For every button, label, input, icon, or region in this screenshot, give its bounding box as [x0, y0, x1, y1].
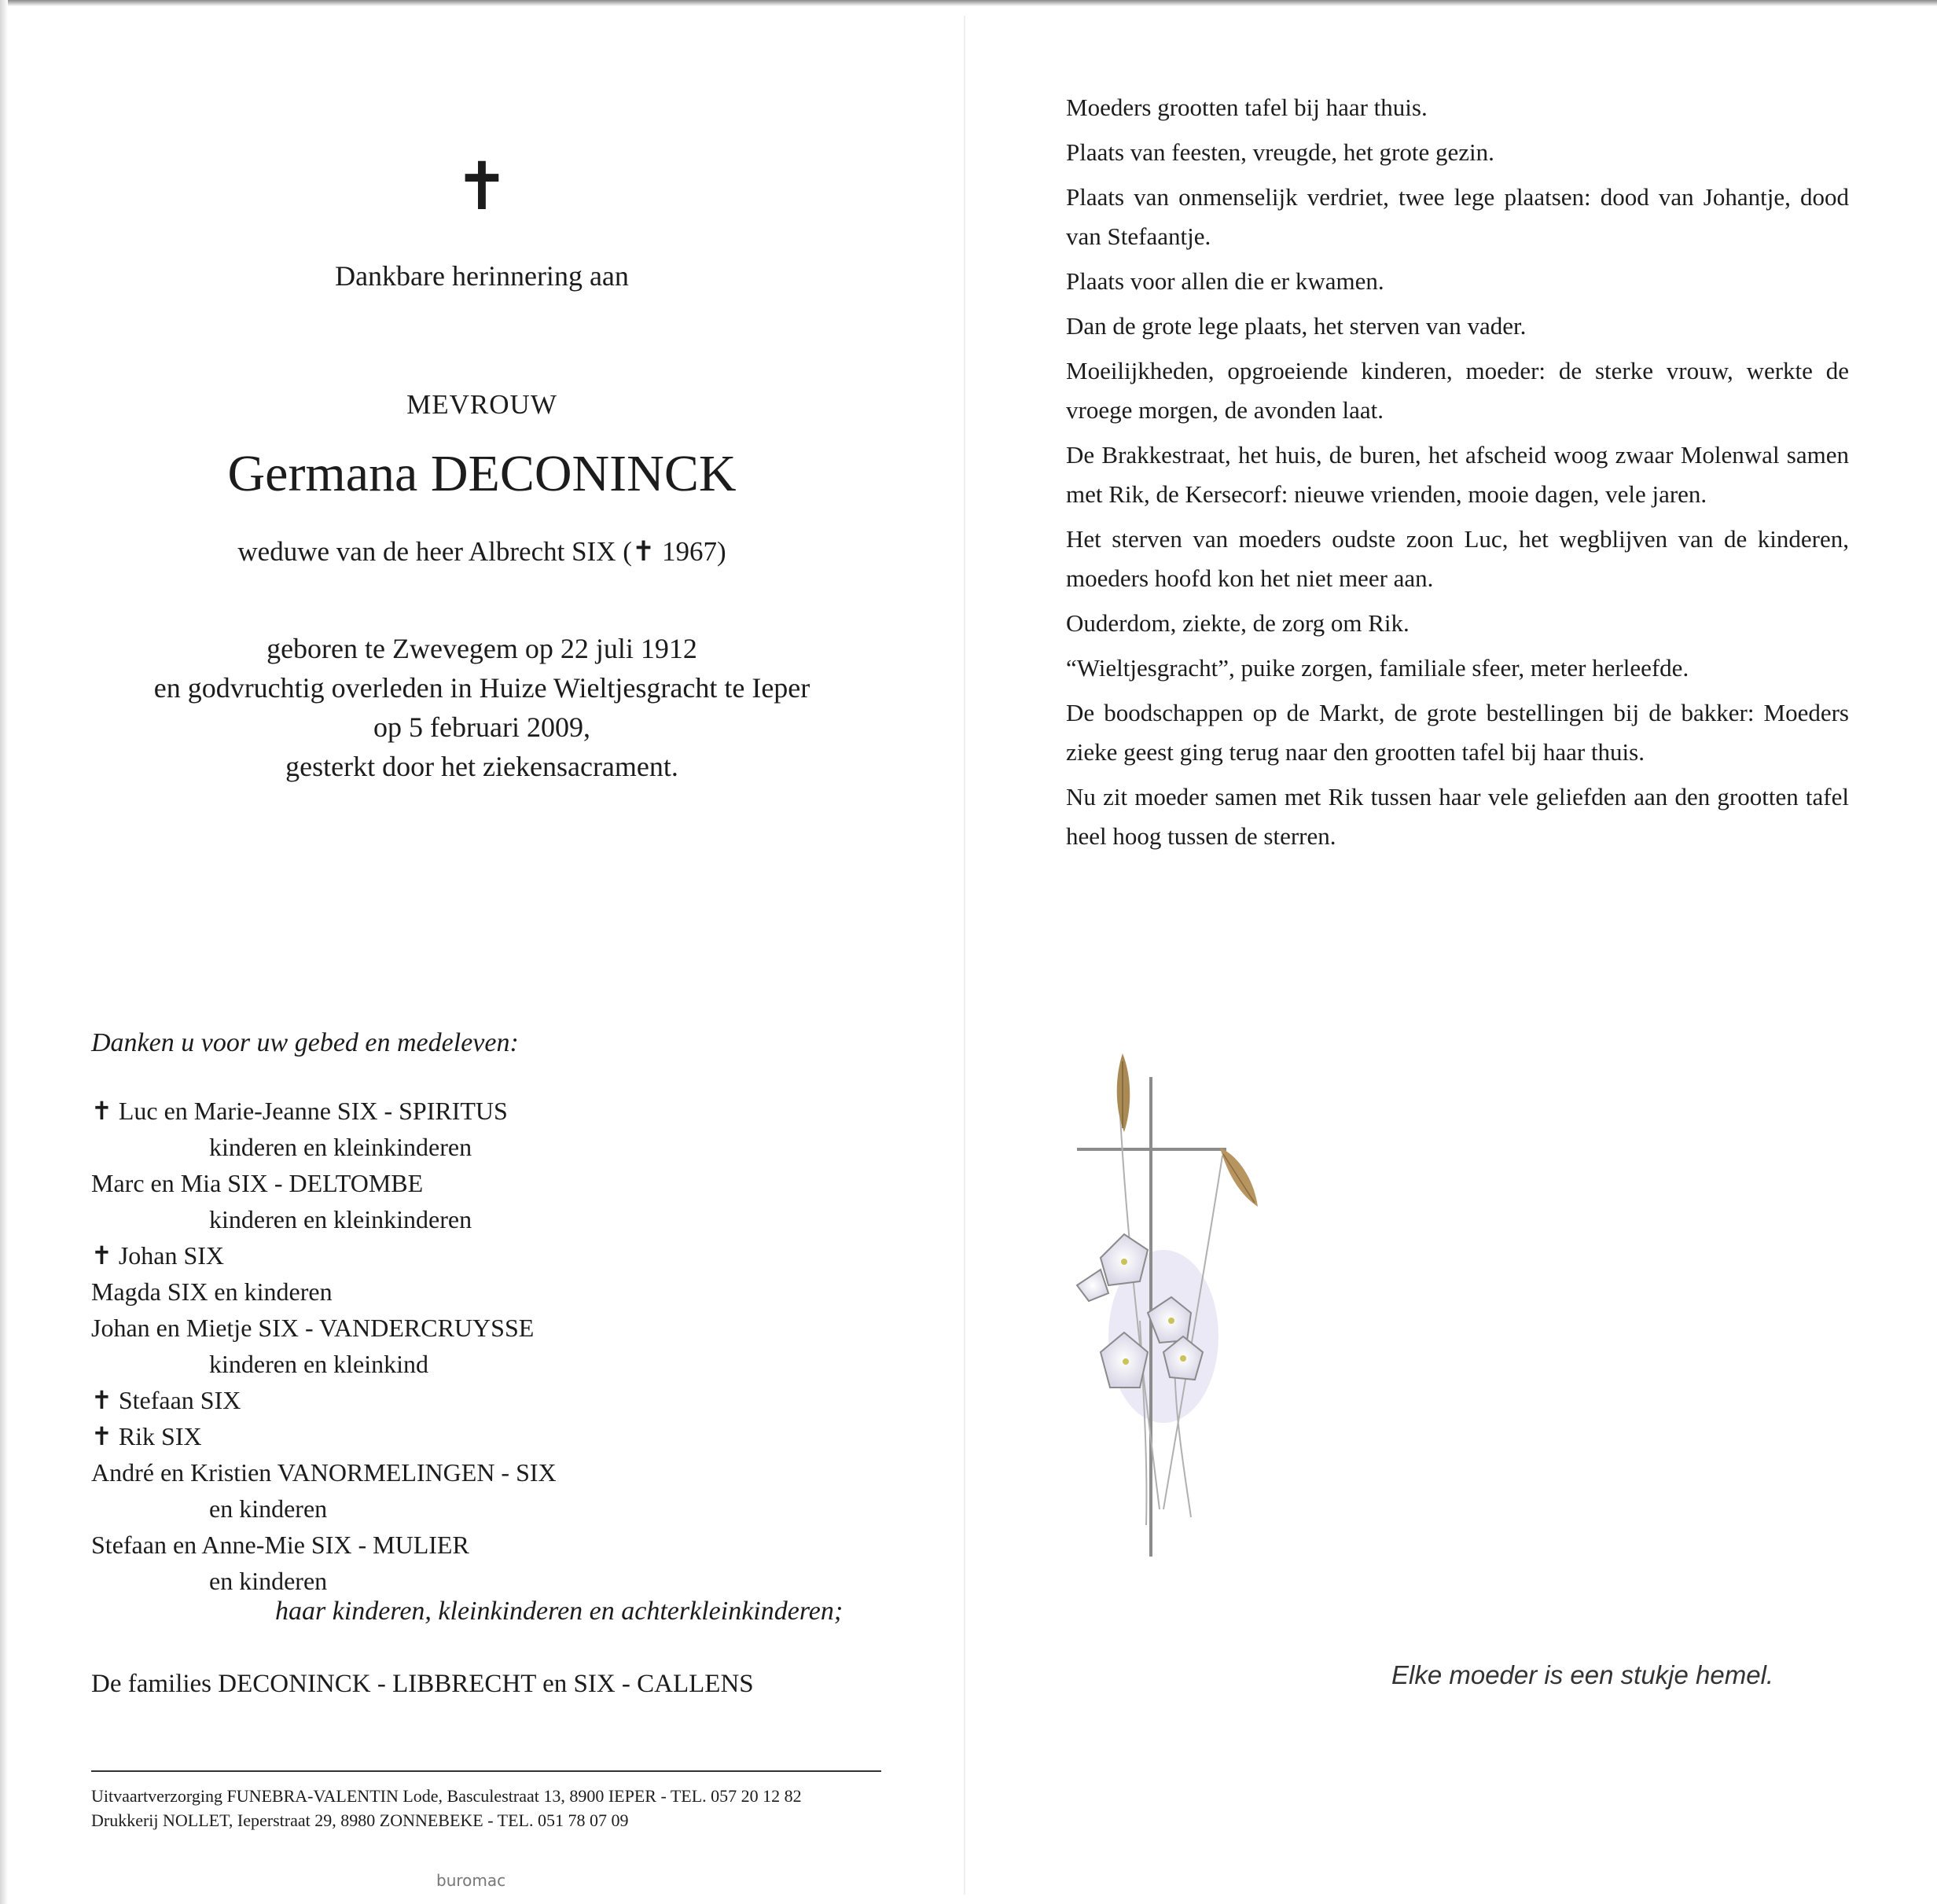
family-line: en kinderen — [209, 1494, 328, 1523]
salutation: MEVROUW — [406, 389, 557, 420]
motto: Elke moeder is een stukje hemel. — [1391, 1660, 1774, 1689]
death-place-line: en godvruchtig overleden in Huize Wieltjesgracht te Ieper — [153, 672, 810, 704]
family-line: Magda SIX en kinderen — [91, 1277, 333, 1306]
family-line: ✝ Rik SIX — [91, 1422, 202, 1450]
printer-mark: buromac — [436, 1871, 506, 1890]
family-line: Marc en Mia SIX - DELTOMBE — [91, 1169, 424, 1197]
poem-stanza: Plaats van feesten, vreugde, het grote gezin. — [1066, 138, 1494, 166]
life-details — [0, 629, 964, 786]
poem — [1066, 88, 1849, 862]
family-line: kinderen en kleinkinderen — [209, 1205, 472, 1233]
poem-stanza: Moeders grootten tafel bij haar thuis. — [1066, 94, 1428, 121]
sacrament-line: gesterkt door het ziekensacrament. — [285, 751, 678, 782]
poem-stanza: Plaats voor allen die er kwamen. — [1066, 267, 1384, 295]
left-panel — [0, 0, 964, 1904]
printer-imprint: Drukkerij NOLLET, Ieperstraat 29, 8980 ZONNEBEKE - TEL. 051 78 07 09 — [91, 1810, 629, 1830]
thanks-heading: Danken u voor uw gebed en medeleven: — [91, 1028, 519, 1057]
poem-stanza: Ouderdom, ziekte, de zorg om Rik. — [1066, 609, 1410, 637]
family-line: ✝ Johan SIX — [91, 1241, 225, 1270]
family-line: kinderen en kleinkind — [209, 1350, 429, 1378]
poem-stanza: Nu zit moeder samen met Rik tussen haar vele geliefden aan den grootten tafel heel hoog tussen de sterren. — [1066, 783, 1849, 850]
poem-stanza: De boodschappen op de Markt, de grote bestellingen bij de bakker: Moeders zieke geest ging terug naar den grootten tafel bij haar thuis. — [1066, 699, 1849, 766]
poem-stanza: Dan de grote lege plaats, het sterven van vader. — [1066, 312, 1527, 340]
family-summary: haar kinderen, kleinkinderen en achterkleinkinderen; — [275, 1597, 844, 1626]
birth-line: geboren te Zwevegem op 22 juli 1912 — [266, 633, 697, 664]
poem-stanza: De Brakkestraat, het huis, de buren, het afscheid woog zwaar Molenwal samen met Rik, de Kersecorf: nieuwe vrienden, mooie dagen, vele jaren. — [1066, 441, 1849, 508]
family-line: en kinderen — [209, 1567, 328, 1595]
wheat-ear-top — [1117, 1053, 1130, 1132]
family-line: ✝ Stefaan SIX — [91, 1386, 241, 1414]
widow-line: weduwe van de heer Albrecht SIX (✝ 1967) — [237, 536, 726, 567]
funeral-director-imprint: Uitvaartverzorging FUNEBRA-VALENTIN Lode, Basculestraat 13, 8900 IEPER - TEL. 057 20 12 82 — [91, 1786, 802, 1806]
poem-stanza: Moeilijkheden, opgroeiende kinderen, moeder: de sterke vrouw, werkte de vroege morgen, de avonden laat. — [1066, 357, 1849, 424]
families-line: De families DECONINCK - LIBBRECHT en SIX - CALLENS — [91, 1670, 754, 1698]
wheat-ear-right — [1220, 1148, 1258, 1207]
cross-icon: ✝ — [454, 148, 510, 225]
poem-stanza: Het sterven van moeders oudste zoon Luc, het wegblijven van de kinderen, moeders hoofd kon het niet meer aan. — [1066, 525, 1849, 592]
death-date-line: op 5 februari 2009, — [373, 711, 590, 743]
family-line: ✝ Luc en Marie-Jeanne SIX - SPIRITUS — [91, 1097, 508, 1125]
family-list — [91, 1093, 557, 1599]
family-line: Johan en Mietje SIX - VANDERCRUYSSE — [91, 1314, 535, 1342]
poem-stanza: Plaats van onmenselijk verdriet, twee lege plaatsen: dood van Johantje, dood van Stefaantje. — [1066, 183, 1849, 250]
divider-rule — [91, 1770, 881, 1772]
cross-wheat-lilies-illustration — [1046, 1022, 1281, 1572]
family-line: kinderen en kleinkinderen — [209, 1133, 472, 1161]
family-line: André en Kristien VANORMELINGEN - SIX — [91, 1458, 557, 1487]
family-line: Stefaan en Anne-Mie SIX - MULIER — [91, 1531, 469, 1559]
intro-text: Dankbare herinnering aan — [335, 260, 629, 292]
card-fold-line — [964, 16, 965, 1895]
poem-stanza: “Wieltjesgracht”, puike zorgen, familiale sfeer, meter herleefde. — [1066, 654, 1689, 682]
deceased-name: Germana DECONINCK — [227, 445, 737, 502]
